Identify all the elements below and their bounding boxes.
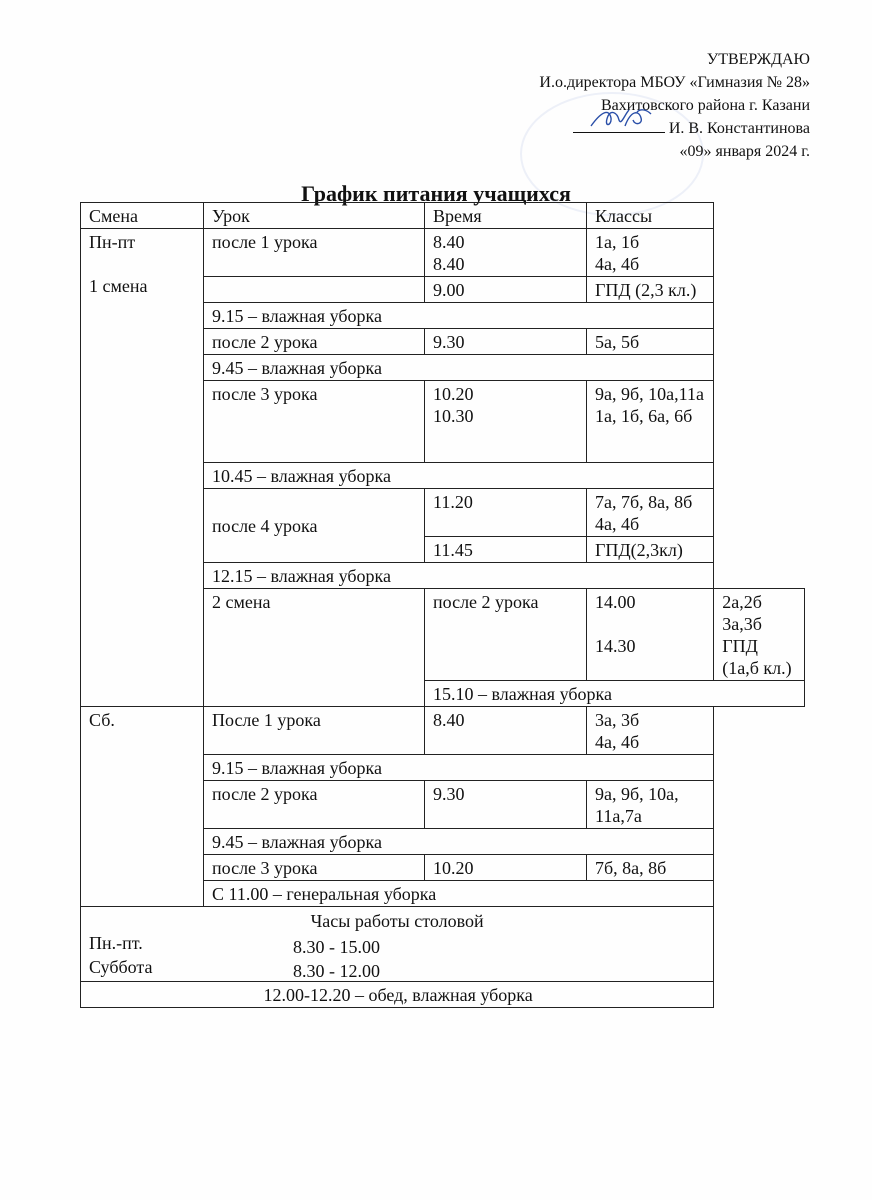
signature-line xyxy=(573,118,665,133)
cleaning-cell: 9.45 – влажная уборка xyxy=(204,355,714,381)
signature-icon xyxy=(581,104,661,134)
classes-cell: 7а, 7б, 8а, 8б 4а, 4б xyxy=(587,489,714,537)
classes-cell: ГПД (2,3 кл.) xyxy=(587,277,714,303)
time-cell: 9.30 xyxy=(425,781,587,829)
header-shift: Смена xyxy=(81,203,204,229)
table-row xyxy=(81,229,805,277)
header-classes: Классы xyxy=(587,203,714,229)
cleaning-cell: 9.15 – влажная уборка xyxy=(204,303,714,329)
cleaning-cell: 10.45 – влажная уборка xyxy=(204,463,714,489)
time-cell: 14.00 14.30 xyxy=(587,589,714,681)
time-cell: 10.20 xyxy=(425,855,587,881)
approval-name: И. В. Константинова xyxy=(668,120,810,137)
shift-2-label: 2 смена xyxy=(204,589,425,707)
hours-time-saturday: 8.30 - 12.00 xyxy=(293,961,380,981)
cleaning-cell: 9.45 – влажная уборка xyxy=(204,829,714,855)
table-row xyxy=(81,707,805,755)
cleaning-cell: 12.15 – влажная уборка xyxy=(204,563,714,589)
approval-date: «09» января 2024 г. xyxy=(679,143,810,160)
time-cell: 9.00 xyxy=(425,277,587,303)
hours-time-weekdays: 8.30 - 15.00 xyxy=(293,937,380,957)
classes-cell: ГПД(2,3кл) xyxy=(587,537,714,563)
table-header-row xyxy=(81,203,805,229)
cleaning-cell: 9.15 – влажная уборка xyxy=(204,755,714,781)
approval-district: Вахитовского района г. Казани xyxy=(601,97,810,114)
approval-position: И.о.директора МБОУ «Гимназия № 28» xyxy=(539,74,810,91)
hours-day-weekdays: Пн.-пт. xyxy=(89,933,143,953)
schedule-table xyxy=(80,202,805,1008)
lesson-cell: после 2 урока xyxy=(204,329,425,355)
lesson-cell: после 3 урока xyxy=(204,381,425,463)
lesson-cell: После 1 урока xyxy=(204,707,425,755)
classes-cell: 7б, 8а, 8б xyxy=(587,855,714,881)
classes-cell: 1а, 1б 4а, 4б xyxy=(587,229,714,277)
lesson-cell: после 2 урока xyxy=(425,589,587,681)
shift-1-label: Пн-пт 1 смена xyxy=(81,229,204,707)
time-cell: 10.20 10.30 xyxy=(425,381,587,463)
time-cell: 8.40 xyxy=(425,707,587,755)
cleaning-cell: 15.10 – влажная уборка xyxy=(425,681,805,707)
saturday-label: Сб. xyxy=(81,707,204,907)
hours-day-saturday: Суббота xyxy=(89,957,153,977)
lunch-cell: 12.00-12.20 – обед, влажная уборка xyxy=(81,982,714,1008)
header-time: Время xyxy=(425,203,587,229)
time-cell: 11.20 xyxy=(425,489,587,537)
approval-block xyxy=(539,48,810,163)
lesson-cell: после 3 урока xyxy=(204,855,425,881)
classes-cell: 2а,2б 3а,3б ГПД (1а,б кл.) xyxy=(714,589,805,681)
approval-heading: УТВЕРЖДАЮ xyxy=(706,51,810,68)
canteen-hours-cell xyxy=(81,907,714,982)
classes-cell: 9а, 9б, 10а, 11а,7а xyxy=(587,781,714,829)
general-cleaning-cell: С 11.00 – генеральная уборка xyxy=(204,881,714,907)
lunch-row xyxy=(81,982,805,1008)
time-cell: 8.40 8.40 xyxy=(425,229,587,277)
classes-cell: 3а, 3б 4а, 4б xyxy=(587,707,714,755)
lesson-cell: после 4 урока xyxy=(204,489,425,563)
lesson-cell: после 2 урока xyxy=(204,781,425,829)
time-cell: 9.30 xyxy=(425,329,587,355)
hours-row xyxy=(81,907,805,982)
classes-cell: 9а, 9б, 10а,11а 1а, 1б, 6а, 6б xyxy=(587,381,714,463)
canteen-hours-title: Часы работы столовой xyxy=(310,911,484,931)
lesson-cell: после 1 урока xyxy=(204,229,425,277)
approval-signatory xyxy=(539,117,810,140)
lesson-cell xyxy=(204,277,425,303)
header-lesson: Урок xyxy=(204,203,425,229)
time-cell: 11.45 xyxy=(425,537,587,563)
classes-cell: 5а, 5б xyxy=(587,329,714,355)
page-title: График питания учащихся xyxy=(301,181,571,206)
